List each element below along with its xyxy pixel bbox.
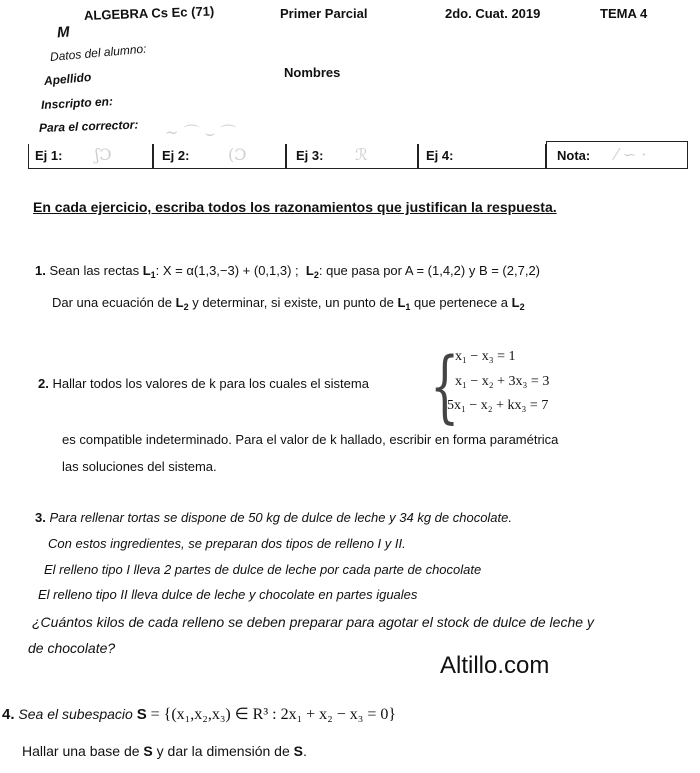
ex3-l5: ¿Cuántos kilos de cada relleno se deben preparar para agotar el stock de dulce de leche y bbox=[32, 614, 594, 630]
student-initial: M bbox=[56, 23, 71, 42]
ex2-line-3: las soluciones del sistema. bbox=[62, 459, 217, 474]
ex3-l3: El relleno tipo I lleva 2 partes de dulce de leche por cada parte de chocolate bbox=[44, 562, 482, 577]
exercise-1-line-2 bbox=[52, 295, 525, 312]
system-eq-1: x₁ − x₃ = 1 bbox=[455, 349, 516, 364]
corrector-scribble: ~ ⌒ ⌣ ⌒ bbox=[165, 123, 237, 142]
ex4-number: 4. bbox=[2, 706, 15, 723]
ex1-line2-L2: $L_2$ bbox=[175, 295, 189, 312]
ex1-line2-b: y determinar, si existe, un punto de bbox=[192, 295, 394, 310]
ex3-number: 3. bbox=[35, 510, 46, 525]
ex1-L2-def: : que pasa por A = (1,4,2) y B = (2,7,2) bbox=[318, 263, 541, 278]
exam-tema: TEMA 4 bbox=[600, 6, 648, 21]
ex1-number: 1. bbox=[35, 263, 46, 278]
exam-header bbox=[0, 0, 700, 40]
ej1-label: Ej 1: bbox=[35, 148, 63, 163]
system-eq-3: 5x₁ − x₂ + kx₃ = 7 bbox=[447, 398, 549, 413]
ej3-score-scribble: ℛ bbox=[355, 145, 368, 164]
exam-term: 2do. Cuat. 2019 bbox=[445, 6, 541, 21]
ex1-line2-a: Dar una ecuación de bbox=[52, 295, 172, 310]
ex1-line2-L1: $L_1$ bbox=[397, 295, 411, 312]
ex3-l2: Con estos ingredientes, se preparan dos tipos de relleno I y II. bbox=[48, 536, 406, 551]
ex2-number: 2. bbox=[38, 376, 49, 391]
ex3-l1: Para rellenar tortas se dispone de 50 kg de dulce de leche y 34 kg de chocolate. bbox=[49, 510, 512, 525]
apellido-label: Apellido bbox=[43, 69, 92, 88]
ex1-text-a: Sean las rectas bbox=[49, 263, 140, 278]
ex4-l2-S1: S bbox=[143, 743, 153, 759]
ex1-line2-c: que pertenece a bbox=[414, 295, 509, 310]
exercise-2-intro bbox=[38, 376, 369, 391]
ex1-line2-L2b: $L_2$ bbox=[511, 295, 525, 312]
course-name: ALGEBRA Cs Ec (71) bbox=[83, 3, 215, 23]
ej1-score-scribble: ʃƆ bbox=[95, 145, 112, 164]
ex4-l2-S2: S bbox=[293, 743, 303, 759]
ex1-L2: $L_2$ bbox=[305, 263, 319, 280]
ex1-L1-equation: : X = α(1,3,−3) + (0,1,3) ; bbox=[155, 263, 299, 278]
system-brace: { bbox=[430, 340, 460, 432]
exercise-4-line-2 bbox=[22, 743, 307, 759]
ej2-score-scribble: (Ɔ bbox=[228, 145, 247, 164]
datos-label: Datos del alumno: bbox=[49, 41, 147, 64]
ex2-line-2: es compatible indeterminado. Para el valor de k hallado, escribir en forma paramétrica bbox=[62, 432, 559, 447]
nota-scribble: ⁄ ∽ · bbox=[615, 145, 647, 164]
ex4-subspace: = {(x₁,x₂,x₃) ∈ R³ : 2x₁ + x₂ − x₃ = 0} bbox=[150, 706, 397, 723]
corrector-label: Para el corrector: bbox=[38, 117, 139, 135]
exam-name: Primer Parcial bbox=[280, 6, 368, 21]
ex4-l1-a: Sea el subespacio bbox=[18, 706, 133, 722]
ex1-L1: $L_1$ bbox=[142, 263, 156, 280]
ej4-label: Ej 4: bbox=[426, 148, 454, 163]
inscripto-label: Inscripto en: bbox=[40, 94, 114, 112]
ex2-intro-text: Hallar todos los valores de k para los cuales el sistema bbox=[52, 376, 369, 391]
instruction: En cada ejercicio, escriba todos los razonamientos que justifican la respuesta. bbox=[33, 199, 557, 215]
ex4-l2-a: Hallar una base de bbox=[22, 743, 140, 759]
ej2-label: Ej 2: bbox=[162, 148, 190, 163]
exercise-1-line-1 bbox=[35, 263, 540, 280]
nota-label: Nota: bbox=[557, 148, 591, 163]
exercise-4-line-1 bbox=[2, 704, 396, 724]
ex4-l2-b: y dar la dimensión de bbox=[156, 743, 290, 759]
ex3-l6: de chocolate? bbox=[28, 640, 116, 656]
system-eq-2: x₁ − x₂ + 3x₃ = 3 bbox=[455, 374, 550, 389]
watermark: Altillo.com bbox=[440, 652, 550, 679]
exercise-3-line-1 bbox=[35, 510, 512, 525]
nombres-label: Nombres bbox=[284, 65, 341, 80]
ej3-label: Ej 3: bbox=[296, 148, 324, 163]
ex3-l4: El relleno tipo II lleva dulce de leche y chocolate en partes iguales bbox=[38, 587, 418, 602]
ex4-S: S bbox=[136, 706, 147, 723]
ex4-l2-c: . bbox=[302, 743, 307, 759]
